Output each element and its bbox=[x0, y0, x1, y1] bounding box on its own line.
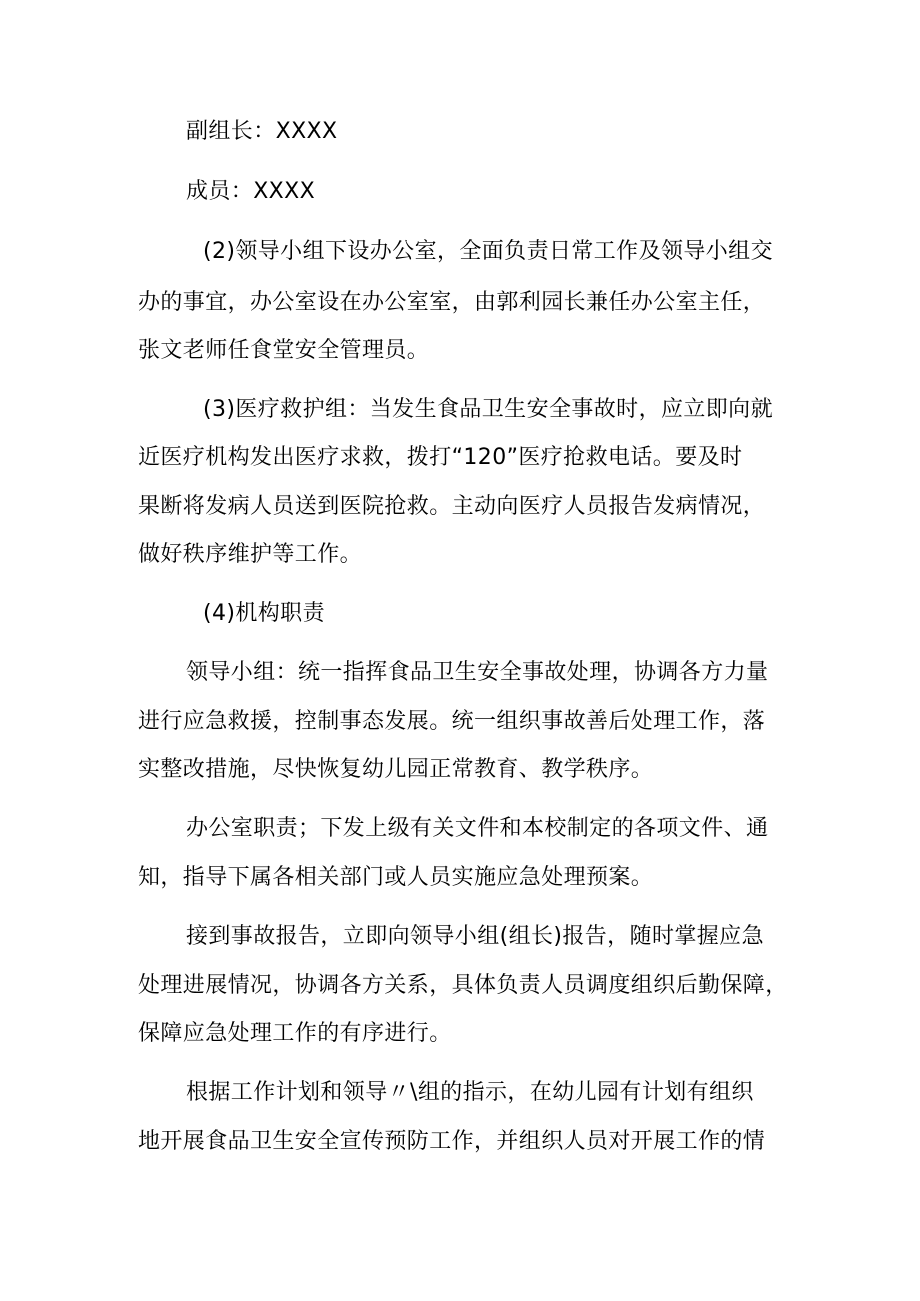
work-plan-line-1: 根据工作计划和领导〃\组的指示，在幼儿园有计划有组织 bbox=[186, 1080, 754, 1105]
work-plan-line-2: 地开展食品卫生安全宣传预防工作，并组织人员对开展工作的情 bbox=[138, 1129, 766, 1154]
paragraph-3-line-4: 做好秩序维护等工作。 bbox=[138, 542, 363, 567]
incident-report-line-3: 保障应急处理工作的有序进行。 bbox=[138, 1021, 452, 1046]
office-duties-line-2: 知，指导下属各相关部门或人员实施应急处理预案。 bbox=[138, 865, 654, 890]
incident-report-line-1: 接到事故报告，立即向领导小组(组长)报告，随时掌握应急 bbox=[186, 924, 764, 949]
paragraph-2-line-1: (2)领导小组下设办公室，全面负责日常工作及领导小组交 bbox=[203, 239, 773, 264]
paragraph-2-line-2: 办的事宜，办公室设在办公室室，由郭利园长兼任办公室主任， bbox=[138, 290, 766, 315]
deputy-leader-line: 副组长：XXXX bbox=[186, 119, 338, 144]
paragraph-2-line-3: 张文老师任食堂安全管理员。 bbox=[138, 338, 430, 363]
incident-report-line-2: 处理进展情况，协调各方关系，具体负责人员调度组织后勤保障， bbox=[138, 973, 788, 998]
leadership-group-line-3: 实整改措施，尽快恢复幼儿园正常教育、教学秩序。 bbox=[138, 757, 654, 782]
paragraph-4-heading: (4)机构职责 bbox=[203, 601, 325, 626]
leadership-group-line-2: 进行应急救援，控制事态发展。统一组织事故善后处理工作，落 bbox=[138, 709, 766, 734]
paragraph-3-line-1: (3)医疗救护组：当发生食品卫生安全事故时，应立即向就 bbox=[203, 397, 773, 422]
paragraph-3-line-3: 果断将发病人员送到医院抢救。主动向医疗人员报告发病情况， bbox=[138, 494, 766, 519]
members-line: 成员：XXXX bbox=[186, 179, 316, 204]
leadership-group-line-1: 领导小组：统一指挥食品卫生安全事故处理，协调各方力量 bbox=[186, 660, 769, 685]
paragraph-3-line-2: 近医疗机构发出医疗求救，拨打“120”医疗抢救电话。要及时 bbox=[138, 445, 743, 470]
office-duties-line-1: 办公室职责；下发上级有关文件和本校制定的各项文件、通 bbox=[186, 816, 769, 841]
